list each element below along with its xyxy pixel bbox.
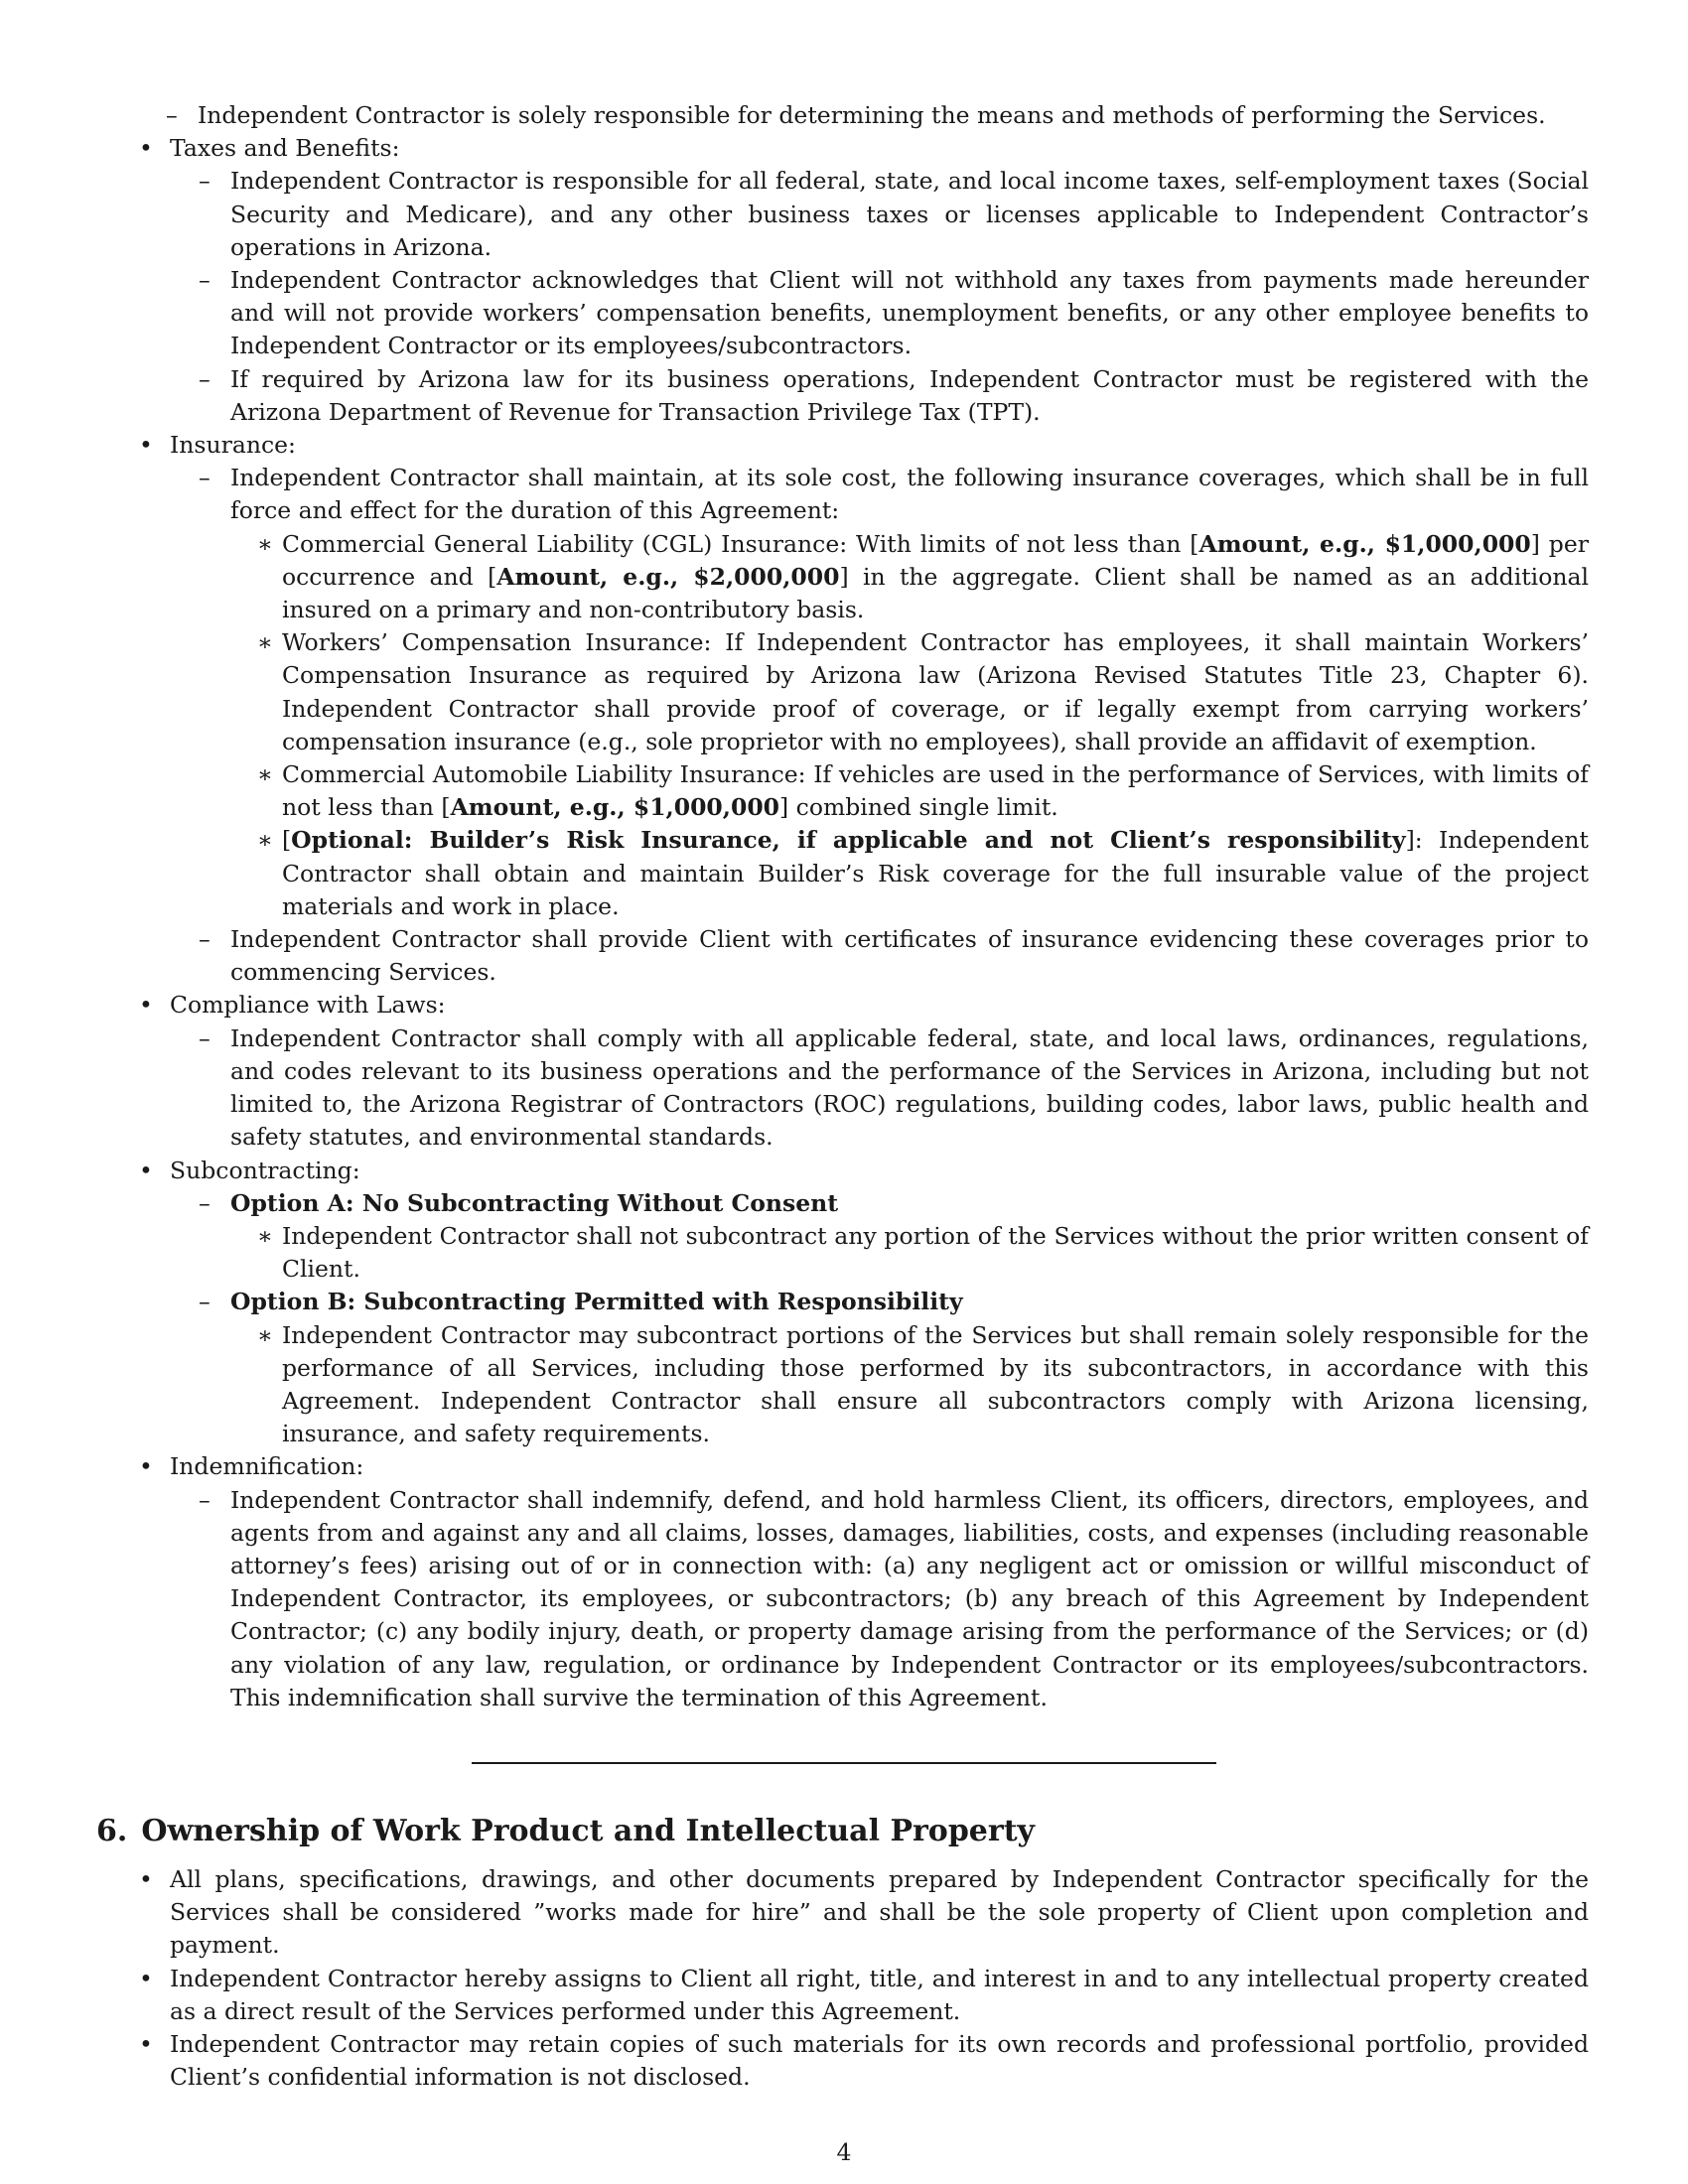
indemnification-item bbox=[137, 1450, 1589, 1714]
list-item: – Independent Contractor shall indemnify, defend, and hold harmless Client, its officers, directors, employees, and agents from and against any and all claims, losses, damages, liabilities, costs, and expenses (including reasonable attorney’s fees) arising out of or in connection with: (a) any negligent act or omission or willful misconduct of Independent Contractor, its employees, or subcontractors; (b) any breach of this Agreement by Independent Contractor; (c) any bodily injury, death, or property damage arising from the performance of the Services; or (d) any violation of any law, regulation, or ordinance by Independent Contractor or its employees/subcontractors. This indemnification shall survive the termination of this Agreement. bbox=[170, 1484, 1589, 1714]
page-number: 4 bbox=[836, 2138, 852, 2166]
workers-comp-insurance: ∗ Workers’ Compensation Insurance: If Independent Contractor has employees, it shall maintain Workers’ Compensation Insurance as required by Arizona law (Arizona Revised Statutes Title 23, Chapter 6). Independent Contractor shall provide proof of coverage, or if legally exempt from carrying workers’ compensation insurance (e.g., sole proprietor with no employees), shall provide an affidavit of exemption. bbox=[230, 626, 1589, 758]
builders-risk-insurance bbox=[230, 824, 1589, 923]
builders-optional-label: Optional: Builder’s Risk Insurance, if applicable and not Client’s responsibility bbox=[291, 826, 1406, 855]
cgl-text-1: Commercial General Liability (CGL) Insurance: With limits of not less than [ bbox=[282, 529, 1199, 558]
subcontracting-label: Subcontracting: bbox=[170, 1156, 360, 1184]
auto-text-2: ] combined single limit. bbox=[779, 793, 1058, 822]
list-item: – Independent Contractor acknowledges that Client will not withhold any taxes from payments made hereunder and will not provide workers’ compensation benefits, unemployment benefits, or any other employee benefits to Independent Contractor or its employees/subcontractors. bbox=[170, 264, 1589, 363]
list-item: • Independent Contractor may retain copies of such materials for its own records and professional portfolio, provided Client’s confidential information is not disclosed. bbox=[137, 2028, 1589, 2094]
insurance-label: Insurance: bbox=[170, 431, 296, 460]
list-item: ∗ Independent Contractor shall not subcontract any portion of the Services without the prior written consent of Client. bbox=[230, 1220, 1589, 1286]
list-item: • All plans, specifications, drawings, and other documents prepared by Independent Contractor specifically for the Services shall be considered ”works made for hire” and shall be the sole property of Client upon completion and payment. bbox=[137, 1863, 1589, 1963]
insurance-item bbox=[137, 429, 1589, 989]
option-a bbox=[170, 1187, 1589, 1287]
insurance-intro bbox=[170, 462, 1589, 923]
insurance-sublist bbox=[170, 462, 1589, 989]
page-content bbox=[96, 99, 1590, 2094]
cgl-text-3: ] in the aggregate. Client shall be named as an additional insured on a primary and non-contributory basis. bbox=[282, 562, 1590, 624]
list-item: – Independent Contractor is solely responsible for determining the means and methods of performing the Services. bbox=[137, 99, 1589, 132]
section-number: 6. bbox=[96, 1813, 128, 1848]
builders-text-2: ]: Independent Contractor shall obtain and maintain Builder’s Risk coverage for the full insurable value of the project materials and work in place. bbox=[282, 826, 1589, 920]
cgl-insurance bbox=[230, 528, 1589, 627]
list-item: – Independent Contractor shall comply with all applicable federal, state, and local laws, ordinances, regulations, and codes relevant to its business operations and the performance of the Services in Arizona, including but not limited to, the Arizona Registrar of Contractors (ROC) regulations, building codes, labor laws, public health and safety statutes, and environmental standards. bbox=[170, 1023, 1589, 1155]
cgl-text-2: ] per occurrence and [ bbox=[282, 529, 1589, 591]
auto-amount: Amount, e.g., $1,000,000 bbox=[450, 793, 780, 822]
option-a-title: Option A: No Subcontracting Without Consent bbox=[230, 1188, 839, 1217]
option-a-list bbox=[230, 1220, 1589, 1286]
insurance-intro-text: Independent Contractor shall maintain, at its sole cost, the following insurance coverages, which shall be in full force and effect for the duration of this Agreement: bbox=[230, 464, 1589, 525]
compliance-item bbox=[137, 989, 1589, 1154]
section-6-list bbox=[137, 1863, 1589, 2094]
cgl-amount-aggregate: Amount, e.g., $2,000,000 bbox=[496, 562, 840, 591]
taxes-benefits-item bbox=[137, 132, 1589, 429]
builders-text-1: [ bbox=[282, 826, 292, 855]
insurance-coverages bbox=[230, 528, 1589, 923]
list-item: • Independent Contractor hereby assigns to Client all right, title, and interest in and to any intellectual property created as a direct result of the Services performed under this Agreement. bbox=[137, 1963, 1589, 2028]
indemnification-label: Indemnification: bbox=[170, 1452, 364, 1481]
list-item: ∗ Independent Contractor may subcontract portions of the Services but shall remain solely responsible for the performance of all Services, including those performed by its subcontractors, in accordance with this Agreement. Independent Contractor shall ensure all subcontractors comply with Arizona licensing, insurance, and safety requirements. bbox=[230, 1319, 1589, 1451]
option-b-list bbox=[230, 1319, 1589, 1451]
compliance-sublist bbox=[170, 1023, 1589, 1155]
auto-liability-insurance bbox=[230, 758, 1589, 824]
taxes-benefits-label: Taxes and Benefits: bbox=[170, 134, 400, 163]
subcontracting-item bbox=[137, 1155, 1589, 1451]
cgl-amount-occurrence: Amount, e.g., $1,000,000 bbox=[1198, 529, 1531, 558]
section-title: Ownership of Work Product and Intellectual Property bbox=[141, 1813, 1035, 1848]
auto-text-1: Commercial Automobile Liability Insurance: If vehicles are used in the performance of Services, with limits of not less than [ bbox=[282, 760, 1589, 822]
subcontracting-options bbox=[170, 1187, 1589, 1451]
indemnification-sublist bbox=[170, 1484, 1589, 1714]
option-b bbox=[170, 1286, 1589, 1450]
option-b-title: Option B: Subcontracting Permitted with Responsibility bbox=[230, 1288, 963, 1316]
section-divider bbox=[472, 1762, 1216, 1764]
compliance-label: Compliance with Laws: bbox=[170, 991, 446, 1020]
section-6-heading bbox=[96, 1812, 1589, 1851]
taxes-benefits-sublist bbox=[170, 165, 1589, 429]
list-item: – Independent Contractor is responsible for all federal, state, and local income taxes, self-employment taxes (Social Security and Medicare), and any other business taxes or licenses applicable to Independent Contractor’s operations in Arizona. bbox=[170, 165, 1589, 264]
insurance-certificates: – Independent Contractor shall provide Client with certificates of insurance evidencing these coverages prior to commencing Services. bbox=[170, 923, 1589, 989]
section-5-list bbox=[137, 132, 1589, 1714]
list-item: – If required by Arizona law for its business operations, Independent Contractor must be registered with the Arizona Department of Revenue for Transaction Privilege Tax (TPT). bbox=[170, 363, 1589, 429]
continued-list bbox=[137, 99, 1589, 132]
